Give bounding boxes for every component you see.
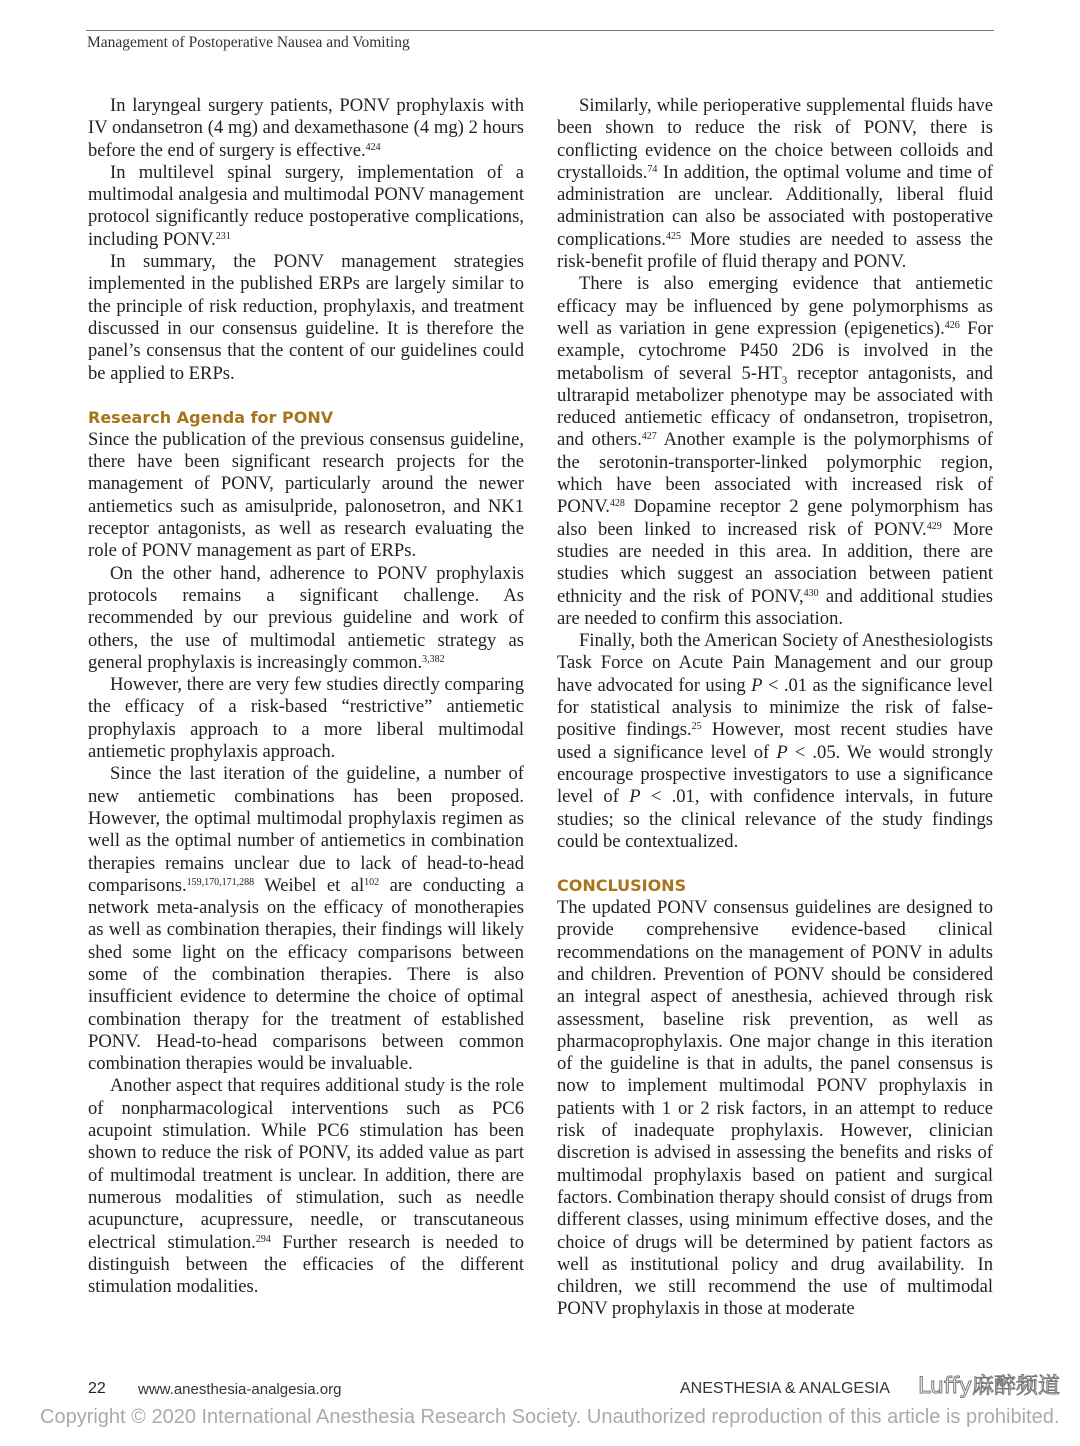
text-run: Another example is the polymorphisms of the serotonin-transporter-linked polymorphic region, which have been associated with increased risk of PONV. [557, 429, 993, 518]
journal-name: ANESTHESIA & ANALGESIA [680, 1380, 890, 1397]
watermark: Luffy麻醉频道 [918, 1374, 1060, 1399]
paragraph [88, 1075, 524, 1298]
paragraph [557, 630, 993, 853]
text-run: However, most recent studies have used a significance level of [557, 719, 993, 763]
citation-reference: 425 [665, 230, 681, 242]
text-run: In addition, the optimal volume and time of administration are unclear. Additionally, liberal fluid administration can also be associated with postoperative complications. [557, 161, 993, 250]
text-run: For example, cytochrome P450 2D6 is involved in the metabolism of several 5-HT [557, 317, 993, 384]
text-run: Similarly, while perioperative supplemental fluids have been shown to reduce the risk of PONV, there is conflicting evidence on the choice between colloids and crystalloids. [557, 95, 993, 183]
paragraph [88, 162, 524, 251]
copyright-notice: Copyright © 2020 International Anesthesia Research Society. Unauthorized reproduction of this article is prohibited. [40, 1406, 1060, 1428]
citation-reference: 428 [609, 498, 625, 510]
text-run: Weibel et al [254, 874, 365, 896]
text-run: In multilevel spinal surgery, implementation of a multimodal analgesia and multimodal PONV management protocol significantly reduce postoperative complications, including PONV. [88, 161, 525, 250]
section-heading: CONCLUSIONS [557, 876, 687, 896]
citation-reference: 3,382 [422, 653, 445, 665]
citation-reference: 426 [944, 319, 960, 331]
text-run: In laryngeal surgery patients, PONV prophylaxis with IV ondansetron (4 mg) and dexamethasone (4 mg) 2 hours before the end of surgery is effective. [88, 95, 524, 161]
text-run: receptor antagonists, and ultrarapid metabolizer phenotype may be associated with reduced antiemetic efficacy of ondansetron, tropisetron, and others. [557, 362, 993, 451]
paragraph [557, 897, 993, 1321]
citation-reference: 102 [364, 876, 380, 888]
section-heading: Research Agenda for PONV [88, 407, 334, 427]
text-run: and additional studies are needed to confirm this association. [557, 585, 993, 629]
text-run: Dopamine receptor 2 gene polymorphism has also been linked to increased risk of PONV. [557, 496, 993, 540]
text-run: However, there are very few studies directly comparing the efficacy of a risk-based “restrictive” antiemetic prophylaxis approach to a more liberal multimodal antiemetic prophylaxis approach. [88, 674, 524, 763]
paragraph [557, 95, 993, 273]
paragraph [88, 674, 524, 763]
left-column [88, 95, 524, 1298]
paragraph [88, 95, 524, 162]
citation-reference: 427 [641, 431, 657, 443]
paragraph [88, 251, 524, 385]
citation-reference: 74 [647, 163, 658, 175]
text-run: < .01, with confidence intervals, in future studies; so the clinical relevance of the study findings could be contextualized. [557, 786, 994, 852]
text-run: The updated PONV consensus guidelines are designed to provide comprehensive evidence-based clinical recommendations on the management of PONV in adults and children. Prevention of PONV should be considered an integral aspect of anesthesia, achieved through risk assessment, baseline risk prevention, as well as pharmacoprophylaxis. One major change in this iteration of the guideline is that in adults, the panel consensus is now to implement multimodal PONV prophylaxis in patients with 1 or 2 risk factors, in an attempt to reduce risk of inadequate prophylaxis. However, clinician discretion is advised in assessing the benefits and risks of multimodal prophylaxis based on patient and surgical factors. Combination therapy should consist of drugs from different classes, using minimum effective doses, and the choice of drugs will be determined by patient factors as well as institutional policy and drug availability. In children, we still recommend the use of multimodal PONV prophylaxis in those at moderate [557, 897, 993, 1320]
citation-reference: 429 [926, 520, 942, 532]
text-run: More studies are needed in this area. In addition, there are studies which suggest an association between patient ethnicity and the risk of PONV, [557, 518, 993, 607]
citation-reference: 294 [255, 1233, 271, 1245]
paragraph [88, 763, 524, 1075]
header-rule [86, 30, 994, 31]
text-run: P [776, 741, 788, 763]
text-run: are conducting a network meta-analysis on the efficacy of monotherapies as well as combination therapies, their findings will likely shed some light on the efficacy comparisons between some of the combination therapies. There is also insufficient evidence to determine the choice of optimal combination therapy for the treatment of established PONV. Head-to-head comparisons between common combination therapies would be invaluable. [88, 874, 524, 1075]
journal-website-link[interactable]: www.anesthesia-analgesia.org [138, 1381, 342, 1398]
text-run: More studies are needed to assess the risk-benefit profile of fluid therapy and PONV. [557, 228, 993, 273]
paragraph [88, 563, 524, 674]
paragraph [88, 429, 524, 563]
text-run: Finally, both the American Society of Anesthesiologists Task Force on Acute Pain Management and our group have advocated for using [557, 630, 993, 696]
text-run: P [751, 674, 763, 696]
text-run: There is also emerging evidence that antiemetic efficacy may be influenced by gene polymorphisms as well as variation in gene expression (epigenetics). [557, 273, 993, 339]
text-run: < .05. We would strongly encourage prospective investigators to use a significance level of [557, 741, 994, 808]
text-run: Since the last iteration of the guideline, a number of new antiemetic combinations has been proposed. However, the optimal multimodal prophylaxis regimen as well as the optimal number of antiemetics in combination therapies remains unclear due to lack of head-to-head comparisons. [88, 763, 524, 896]
text-run: Further research is needed to distinguish between the efficacies of the different stimulation modalities. [88, 1231, 525, 1298]
text-run: Since the publication of the previous consensus guideline, there have been significant research projects for the management of PONV, particularly around the newer antiemetics such as amisulpride, palonosetron, and NK1 receptor antagonists, as well as research evaluating the role of PONV management as part of ERPs. [88, 428, 524, 562]
subscript: 3 [781, 374, 788, 387]
text-run: On the other hand, adherence to PONV prophylaxis protocols remains a significant challenge. As recommended by our previous guideline and work of others, the use of multimodal antiemetic strategy as general prophylaxis is increasingly common. [88, 562, 524, 673]
page-number: 22 [88, 1380, 106, 1397]
text-run: In summary, the PONV management strategies implemented in the published ERPs are largely similar to the principle of risk reduction, prophylaxis, and treatment discussed in our consensus guideline. It is therefore the panel’s consensus that the content of our guidelines could be applied to ERPs. [88, 251, 524, 384]
text-run: Another aspect that requires additional study is the role of nonpharmacological interventions such as PC6 acupoint stimulation. While PC6 stimulation has been shown to reduce the risk of PONV, its added value as part of multimodal treatment is unclear. In addition, there are numerous modalities of stimulation, such as needle acupuncture, acupressure, needle, or transcutaneous electrical stimulation. [88, 1075, 524, 1253]
citation-reference: 231 [215, 230, 231, 242]
citation-reference: 430 [803, 587, 819, 599]
citation-reference: 159,170,171,288 [186, 876, 255, 888]
running-title: Management of Postoperative Nausea and Vomiting [87, 34, 410, 51]
citation-reference: 25 [691, 721, 702, 733]
text-run: P [629, 786, 641, 808]
right-column [557, 95, 993, 1321]
text-run: < .01 as the significance level for statistical analysis to minimize the risk of false-positive findings. [557, 674, 993, 741]
citation-reference: 424 [365, 141, 381, 153]
paragraph [557, 273, 993, 630]
